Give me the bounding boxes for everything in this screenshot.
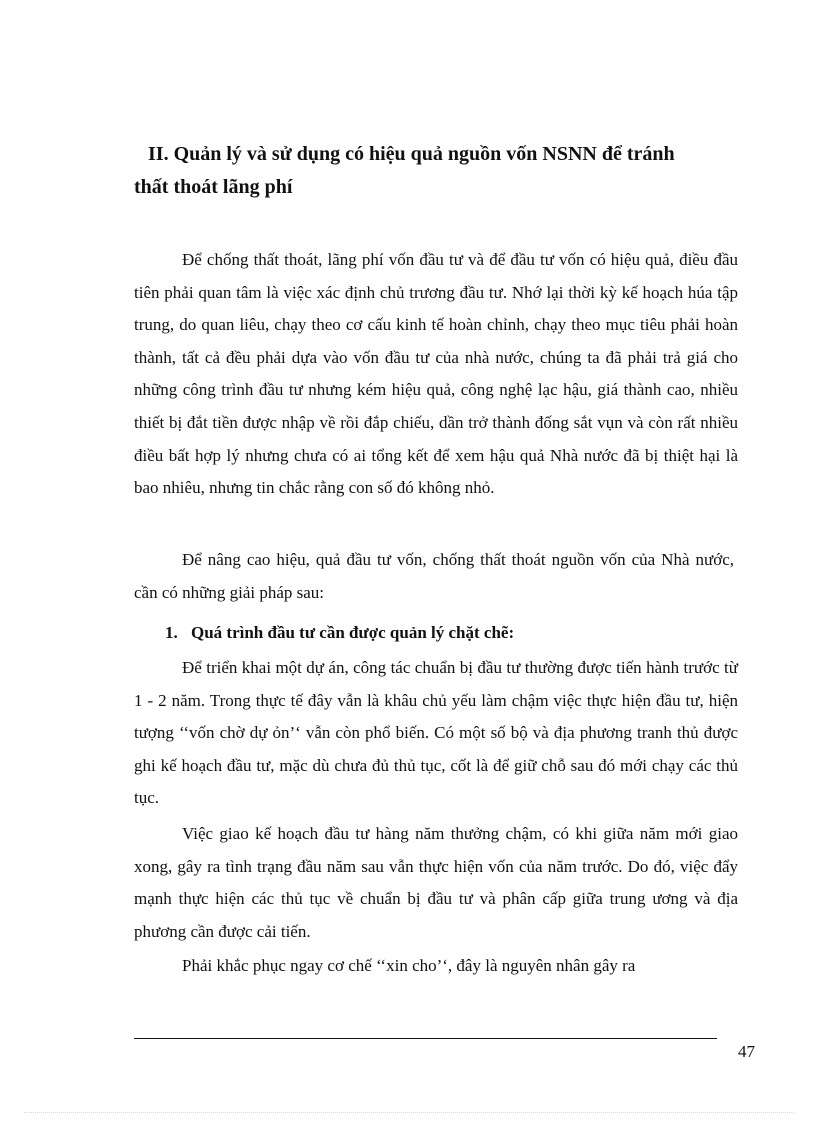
paragraph-5: Phải khắc phục ngay cơ chế ‘‘xin cho’‘, đây là nguyên nhân gây ra [182, 956, 636, 975]
paragraph-3: Để triển khai một dự án, công tác chuẩn bị đầu tư thường được tiến hành trước từ 1 - 2 năm. Trong thực tế đây vẫn là khâu chủ yếu làm chậm việc thực hiện đầu tư, hiện tượng ‘‘vốn chờ dự ỏn’‘ vẫn còn phổ biến. Có một số bộ và địa phương tranh thủ được ghi kế hoạch đầu tư, mặc dù chưa đủ thủ tục, cốt là để giữ chỗ sau đó mới chạy các thủ tục. [134, 658, 738, 808]
footer-divider [134, 1038, 717, 1039]
paragraph-4: Việc giao kế hoạch đầu tư hàng năm thưởng chậm, có khi giữa năm mới giao xong, gây ra tình trạng đầu năm sau vẫn thực hiện vốn của năm trước. Do đó, việc đẩy mạnh thực hiện các thủ tục về chuẩn bị đầu tư và phân cấp giữa trung ương và địa phương cần được cải tiến. [134, 824, 738, 941]
section-heading-line1: II. Quản lý và sử dụng có hiệu quả nguồn vốn NSNN để tránh [148, 143, 675, 165]
paragraph-2: Để nâng cao hiệu, quả đầu tư vốn, chống thất thoát nguồn vốn của Nhà nước, cần có những giải pháp sau: [134, 550, 734, 602]
section-heading [134, 138, 754, 204]
page-bottom-border [24, 1112, 794, 1113]
subheading-text: Quá trình đầu tư cần được quản lý chặt chẽ: [191, 623, 515, 642]
subheading [165, 618, 514, 648]
section-heading-line2: thất thoát lãng phí [134, 176, 293, 198]
paragraph-1: Để chống thất thoát, lãng phí vốn đầu tư và để đầu tư vốn có hiệu quả, điều đầu tiên phải quan tâm là việc xác định chủ trương đầu tư. Nhớ lại thời kỳ kế hoạch húa tập trung, do quan liêu, chạy theo cơ cấu kinh tế hoàn chỉnh, chạy theo mục tiêu phải hoàn thành, tất cả đều phải dựa vào vốn đầu tư của nhà nước, chúng ta đã phải trả giá cho những công trình đầu tư nhưng kém hiệu quả, công nghệ lạc hậu, giá thành cao, nhiều thiết bị đắt tiền được nhập về rồi đắp chiếu, dần trở thành đống sắt vụn và còn rất nhiều điều bất hợp lý nhưng chưa có ai tổng kết để xem hậu quả Nhà nước đã bị thiệt hại là bao nhiêu, nhưng tin chắc rằng con số đó không nhỏ. [134, 250, 738, 498]
subheading-number: 1. [165, 623, 178, 642]
page-number: 47 [738, 1042, 755, 1061]
